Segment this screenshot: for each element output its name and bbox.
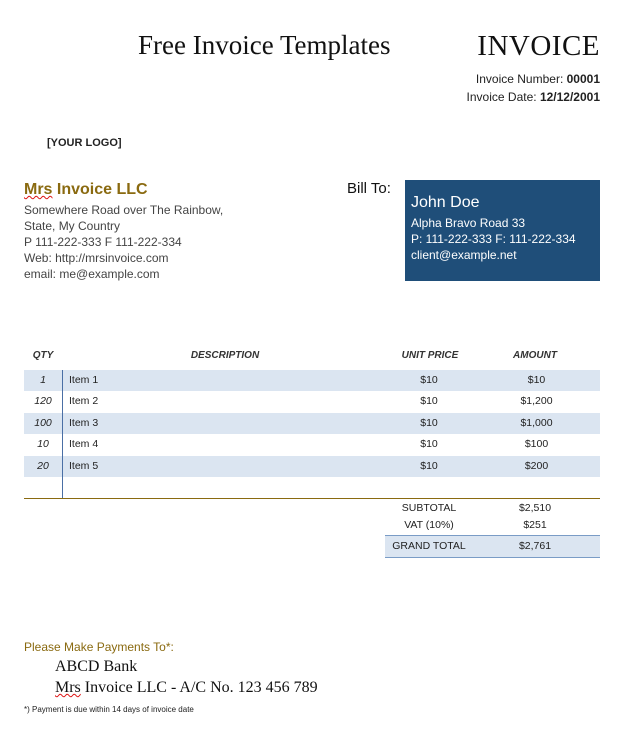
row-description: Item 5 xyxy=(69,460,99,472)
invoice-heading: INVOICE xyxy=(477,30,600,62)
client-name: John Doe xyxy=(411,194,480,211)
vat-value: $251 xyxy=(523,519,547,531)
row-unit-price: $10 xyxy=(420,460,438,472)
table-row xyxy=(24,391,600,412)
grand-total-row xyxy=(385,535,600,558)
row-description: Item 3 xyxy=(69,417,99,429)
column-header-amount: AMOUNT xyxy=(513,350,557,361)
document-title: Free Invoice Templates xyxy=(138,30,391,60)
invoice-date-label: Invoice Date: xyxy=(466,90,537,104)
column-header-qty: QTY xyxy=(32,350,54,361)
row-qty: 10 xyxy=(37,438,49,450)
table-row xyxy=(24,456,600,477)
row-description: Item 4 xyxy=(69,438,99,450)
payment-heading: Please Make Payments To*: xyxy=(24,640,174,654)
bill-to-box xyxy=(405,180,600,281)
subtotal-value: $2,510 xyxy=(518,502,552,514)
company-web: Web: http://mrsinvoice.com xyxy=(24,251,169,265)
row-amount: $100 xyxy=(524,438,549,450)
row-qty: 1 xyxy=(40,374,46,386)
company-name xyxy=(24,181,148,199)
company-phone: P 111-222-333 F 111-222-334 xyxy=(24,235,182,249)
qty-column-divider xyxy=(62,370,63,498)
table-row xyxy=(24,413,600,434)
bill-to-label: Bill To: xyxy=(347,180,391,197)
logo-placeholder: [YOUR LOGO] xyxy=(47,137,122,149)
invoice-number-label: Invoice Number: xyxy=(475,72,564,86)
company-name-part2: Invoice LLC xyxy=(52,181,148,198)
vat-label: VAT (10%) xyxy=(404,519,454,531)
table-row xyxy=(24,434,600,455)
bank-account-part2: Invoice LLC - A/C No. 123 456 789 xyxy=(80,679,318,696)
invoice-date-line xyxy=(467,90,600,104)
bank-account xyxy=(55,679,318,697)
row-qty: 100 xyxy=(34,417,52,429)
row-amount: $1,000 xyxy=(520,417,553,429)
row-unit-price: $10 xyxy=(420,395,438,407)
payment-footnote: *) Payment is due within 14 days of invoice date xyxy=(24,705,194,714)
client-email: client@example.net xyxy=(411,248,517,262)
row-amount: $200 xyxy=(524,460,549,472)
grand-total-value: $2,761 xyxy=(518,540,552,552)
row-amount: $1,200 xyxy=(520,395,553,407)
row-unit-price: $10 xyxy=(420,438,438,450)
row-qty: 120 xyxy=(34,395,52,407)
grand-total-label: GRAND TOTAL xyxy=(392,540,466,552)
row-qty: 20 xyxy=(37,460,49,472)
invoice-number-line xyxy=(476,72,600,86)
row-description: Item 1 xyxy=(69,374,99,386)
company-email: email: me@example.com xyxy=(24,267,160,281)
subtotal-label: SUBTOTAL xyxy=(401,502,457,514)
invoice-number: 00001 xyxy=(566,72,600,86)
row-unit-price: $10 xyxy=(420,374,438,386)
bank-account-part1: Mrs xyxy=(55,679,81,696)
company-address-line1: Somewhere Road over The Rainbow, xyxy=(24,203,224,217)
column-header-description: DESCRIPTION xyxy=(190,350,260,361)
invoice-date: 12/12/2001 xyxy=(539,90,600,104)
row-description: Item 2 xyxy=(69,395,99,407)
table-bottom-rule xyxy=(24,498,600,499)
company-address-line2: State, My Country xyxy=(24,219,121,233)
column-header-unit-price: UNIT PRICE xyxy=(401,350,459,361)
row-amount: $10 xyxy=(527,374,546,386)
client-address: Alpha Bravo Road 33 xyxy=(411,216,526,230)
company-name-part1: Mrs xyxy=(24,181,53,198)
client-phone: P: 111-222-333 F: 111-222-334 xyxy=(411,232,576,246)
row-unit-price: $10 xyxy=(420,417,438,429)
bank-name: ABCD Bank xyxy=(55,658,138,675)
table-row xyxy=(24,370,600,391)
